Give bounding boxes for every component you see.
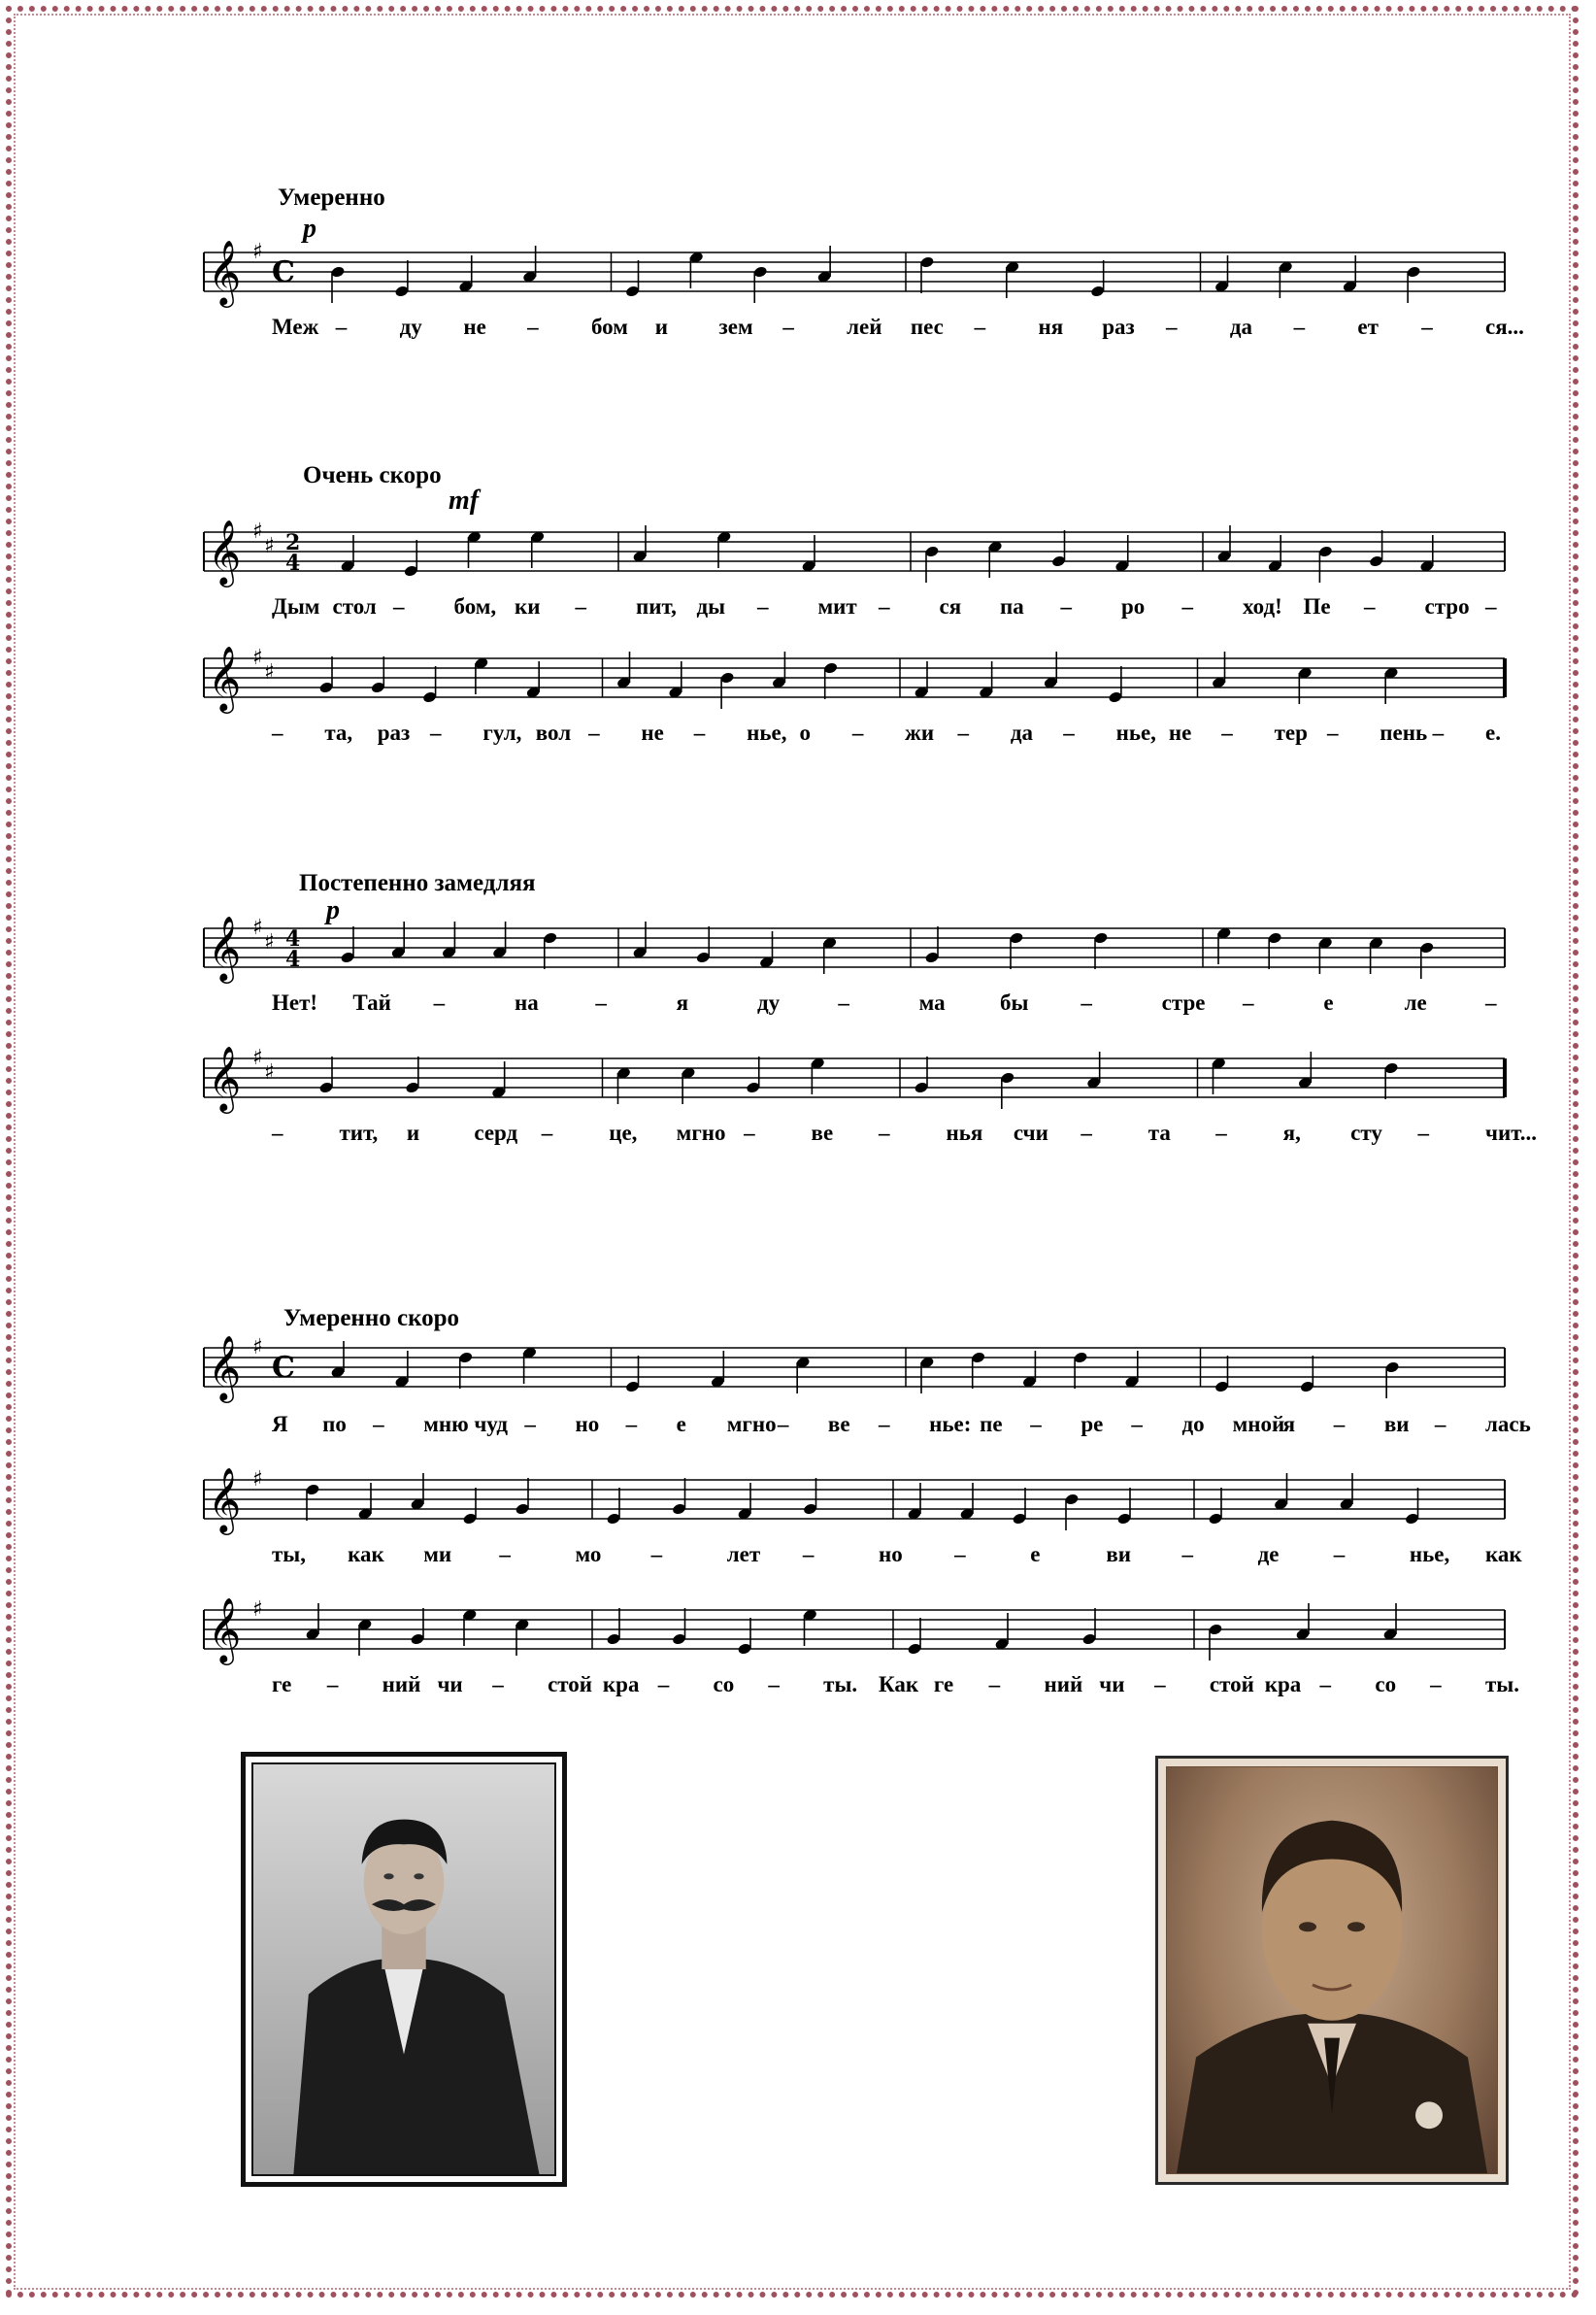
lyric-syllable: на [515,990,539,1015]
lyric-syllable: ду [399,315,422,339]
lyric-syllable: Как [879,1672,919,1696]
portrait-image [251,1762,556,2176]
key-sharp-icon: ♯ [252,1335,263,1359]
lyric-syllable: да [1010,721,1033,745]
treble-clef-icon: 𝄞 [208,1045,242,1111]
lyric-hyphen: – [492,1672,504,1696]
music-staff [194,915,1514,981]
lyric-syllable: о [799,721,811,745]
lyric-syllable: е [676,1412,686,1436]
lyric-syllable: ся [939,594,962,619]
lyric-syllable: чи [437,1672,463,1696]
lyric-syllable: мню [423,1412,469,1436]
lyric-syllable: нья [946,1121,983,1145]
lyric-hyphen: – [1131,1412,1143,1436]
lyric-hyphen: – [1030,1412,1042,1436]
key-sharp-icon: ♯ [252,520,263,544]
key-sharp-icon: ♯ [252,916,263,940]
lyric-syllable: не [1168,721,1192,745]
lyric-syllable: по [322,1412,347,1436]
lyric-syllable: не [641,721,664,745]
lyric-hyphen: – [744,1121,755,1145]
lyric-hyphen: – [433,990,446,1015]
lyric-hyphen: – [1243,990,1254,1015]
lyric-syllable: кра [602,1672,640,1696]
lyric-syllable: ки [515,594,541,619]
dynamic-marking: p [326,895,340,925]
music-staff [194,645,1514,711]
lyric-syllable: мит [817,594,857,619]
lyric-hyphen: – [1326,721,1339,745]
lyric-hyphen: – [1485,990,1497,1015]
tempo-marking: Постепенно замедляя [299,870,536,896]
lyric-syllable: та [1147,1121,1171,1145]
lyric-syllable: ве [827,1412,850,1436]
lyric-syllable: зем [718,315,753,339]
lyric-hyphen: – [1181,594,1193,619]
lyric-hyphen: – [1421,315,1433,339]
lyric-syllable: е [1030,1542,1041,1566]
lyric-syllable: и [654,315,668,339]
lyric-hyphen: – [541,1121,553,1145]
lyric-syllable: я, [1282,1121,1301,1145]
lyric-syllable: и [406,1121,420,1145]
lyric-hyphen: – [957,721,970,745]
lyric-syllable: ды [696,594,726,619]
time-signature-top: 2 [285,530,301,555]
key-sharp-icon: ♯ [252,646,263,670]
lyric-syllable: Нет! [272,990,318,1015]
lyric-hyphen: – [373,1412,384,1436]
portrait-photo-right [1155,1756,1509,2185]
lyric-hyphen: – [657,1672,670,1696]
lyric-syllable: стой [548,1672,593,1696]
lyric-syllable: мной [1232,1412,1285,1436]
lyric-syllable: тит, [339,1121,379,1145]
lyrics-line [194,990,1514,1020]
lyric-syllable: ро [1121,594,1146,619]
lyric-hyphen: – [326,1672,339,1696]
common-time-icon: C [272,255,295,289]
time-signature-top: 4 [285,926,301,952]
portrait-figure-icon [1167,1767,1497,2173]
lyric-syllable: стол [332,594,377,619]
lyric-syllable: жи [905,721,935,745]
lyric-syllable: чит... [1485,1121,1538,1145]
lyric-hyphen: – [802,1542,815,1566]
lyric-syllable: не [463,315,486,339]
key-sharp-icon: ♯ [264,930,275,955]
lyric-hyphen: – [1430,1672,1442,1696]
music-staff [194,1334,1514,1400]
portrait-photo-left [241,1752,567,2187]
lyric-hyphen: – [393,594,405,619]
lyric-hyphen: – [1432,721,1445,745]
lyric-syllable: ду [757,990,781,1015]
lyric-syllable: кра [1264,1672,1302,1696]
time-signature-bottom: 4 [285,947,301,972]
music-staff [194,1045,1514,1111]
lyric-hyphen: – [851,721,864,745]
lyric-syllable: ся... [1485,315,1524,339]
lyric-hyphen: – [1081,990,1092,1015]
key-sharp-icon: ♯ [264,534,275,558]
lyrics-line [194,315,1524,344]
lyric-syllable: Тай [352,990,391,1015]
lyric-syllable: тер [1274,721,1308,745]
lyric-hyphen: – [1154,1672,1166,1696]
lyric-hyphen: – [650,1542,663,1566]
lyric-syllable: ты. [1485,1672,1520,1696]
lyric-syllable: стой [1209,1672,1254,1696]
lyric-syllable: ви [1106,1542,1132,1566]
treble-clef-icon: 𝄞 [208,645,242,711]
lyric-hyphen: – [1063,721,1075,745]
key-sharp-icon: ♯ [264,660,275,685]
lyric-hyphen: – [879,1412,890,1436]
treble-clef-icon: 𝄞 [208,519,242,585]
lyric-syllable: нье, [1115,721,1156,745]
lyric-syllable: стро [1424,594,1470,619]
lyric-syllable: Дым [272,594,320,619]
key-sharp-icon: ♯ [252,240,263,264]
treble-clef-icon: 𝄞 [208,239,242,305]
lyric-syllable: Я [272,1412,288,1436]
lyrics-line [194,1542,1522,1571]
lyric-hyphen: – [1215,1121,1227,1145]
portrait-image [1166,1766,1498,2174]
lyric-hyphen: – [988,1672,1001,1696]
lyric-hyphen: – [879,1121,890,1145]
treble-clef-icon: 𝄞 [208,1596,242,1662]
lyric-syllable: пень [1380,721,1428,745]
lyric-hyphen: – [1293,315,1306,339]
lyric-syllable: мгно [726,1412,777,1436]
music-staff [194,1596,1514,1662]
lyric-syllable: гул, [482,721,522,745]
tempo-marking: Умеренно скоро [283,1305,460,1331]
lyric-syllable: чуд [474,1412,508,1436]
lyrics-line [194,594,1514,623]
lyric-syllable: но [879,1542,903,1566]
lyric-hyphen: – [768,1672,780,1696]
lyric-hyphen: – [757,594,769,619]
lyric-syllable: нье: [929,1412,972,1436]
lyric-hyphen: – [782,315,794,339]
lyric-syllable: па [1000,594,1024,619]
lyric-syllable: мгно [676,1121,726,1145]
lyric-syllable: Меж [272,315,319,339]
lyric-syllable: вол [535,721,572,745]
lyrics-line [194,1412,1531,1441]
lyric-syllable: бом [590,315,628,339]
lyric-hyphen: – [1364,594,1376,619]
key-sharp-icon: ♯ [252,1046,263,1070]
lyric-hyphen: – [1434,1412,1446,1436]
lyric-hyphen: – [1081,1121,1092,1145]
lyric-hyphen: – [1181,1542,1193,1566]
lyrics-line [194,1121,1538,1150]
lyric-syllable: пит, [636,594,677,619]
lyric-syllable: де [1257,1542,1280,1566]
lyric-hyphen: – [588,721,600,745]
lyric-syllable: ма [918,990,946,1015]
lyric-hyphen: – [499,1542,511,1566]
lyric-syllable: как [1485,1542,1522,1566]
lyric-hyphen: – [524,1412,536,1436]
music-staff [194,239,1514,305]
time-signature-bottom: 4 [285,551,301,576]
treble-clef-icon: 𝄞 [208,1334,242,1400]
lyric-syllable: е. [1485,721,1501,745]
lyric-syllable: лась [1485,1412,1531,1436]
lyric-syllable: нье, [1409,1542,1450,1566]
lyric-syllable: счи [1013,1121,1048,1145]
music-staff [194,1466,1514,1532]
lyric-syllable: нье, [747,721,787,745]
music-staff [194,519,1514,585]
tempo-marking: Очень скоро [303,462,442,488]
key-sharp-icon: ♯ [252,1597,263,1622]
lyric-hyphen: – [430,721,442,745]
lyric-syllable: Пе [1303,594,1331,619]
lyric-hyphen: – [974,315,986,339]
lyric-syllable: ле [1404,990,1427,1015]
lyric-hyphen: – [335,315,348,339]
lyric-hyphen: – [954,1542,966,1566]
treble-clef-icon: 𝄞 [208,1466,242,1532]
lyric-hyphen: – [1333,1542,1346,1566]
lyric-syllable: пес [910,315,944,339]
lyrics-line [194,721,1514,750]
lyric-hyphen: – [777,1412,789,1436]
dynamic-marking: p [303,214,316,244]
lyric-syllable: я [1282,1412,1296,1436]
lyric-syllable: до [1181,1412,1205,1436]
treble-clef-icon: 𝄞 [208,915,242,981]
lyric-syllable: ге [933,1672,954,1696]
lyric-hyphen: – [1485,594,1497,619]
lyric-syllable: ход! [1243,594,1282,619]
common-time-icon: C [272,1351,295,1385]
lyric-hyphen: – [527,315,539,339]
lyric-syllable: лет [726,1542,761,1566]
lyric-syllable: бы [1000,990,1029,1015]
lyric-syllable: но [575,1412,600,1436]
lyric-syllable: пе [980,1412,1003,1436]
lyric-syllable: мо [575,1542,602,1566]
lyric-syllable: раз [377,721,411,745]
lyric-hyphen: – [1319,1672,1332,1696]
lyric-hyphen: – [1060,594,1072,619]
lyric-syllable: ви [1383,1412,1410,1436]
lyric-syllable: со [1375,1672,1397,1696]
lyric-syllable: чи [1099,1672,1125,1696]
lyric-hyphen: – [575,594,586,619]
lyric-syllable: лей [847,315,882,339]
lyric-syllable: ний [1044,1672,1083,1696]
lyric-hyphen: – [1221,721,1233,745]
lyric-syllable: ми [423,1542,452,1566]
lyric-syllable: ты, [272,1542,307,1566]
lyric-hyphen: – [1166,315,1178,339]
key-sharp-icon: ♯ [252,1467,263,1492]
lyric-hyphen: – [693,721,706,745]
lyric-syllable: ет [1357,315,1379,339]
lyric-syllable: та, [324,721,353,745]
lyric-syllable: це, [609,1121,638,1145]
lyric-syllable: я [676,990,689,1015]
lyric-syllable: ты. [823,1672,858,1696]
lyric-syllable: раз [1102,315,1135,339]
lyric-hyphen: – [595,990,607,1015]
tempo-marking: Умеренно [278,185,385,211]
lyric-hyphen: – [272,1121,283,1145]
lyric-syllable: серд [474,1121,518,1145]
lyrics-line [194,1672,1520,1701]
lyric-syllable: как [348,1542,384,1566]
lyric-syllable: ня [1038,315,1064,339]
lyric-hyphen: – [625,1412,638,1436]
lyric-syllable: сту [1350,1121,1382,1145]
dynamic-marking: mf [449,486,480,516]
lyric-syllable: ний [382,1672,421,1696]
portrait-figure-icon [253,1764,554,2174]
lyric-syllable: да [1229,315,1252,339]
lyric-hyphen: – [879,594,890,619]
lyric-syllable: е [1323,990,1334,1015]
lyric-syllable: стре [1161,990,1206,1015]
key-sharp-icon: ♯ [264,1060,275,1085]
lyric-syllable: ве [811,1121,834,1145]
lyric-hyphen: – [1333,1412,1346,1436]
lyric-syllable: ге [272,1672,292,1696]
lyric-syllable: ре [1081,1412,1104,1436]
lyric-hyphen: – [272,721,283,745]
lyric-hyphen: – [1417,1121,1430,1145]
lyric-syllable: бом, [453,594,497,619]
lyric-hyphen: – [838,990,849,1015]
lyric-syllable: со [713,1672,735,1696]
